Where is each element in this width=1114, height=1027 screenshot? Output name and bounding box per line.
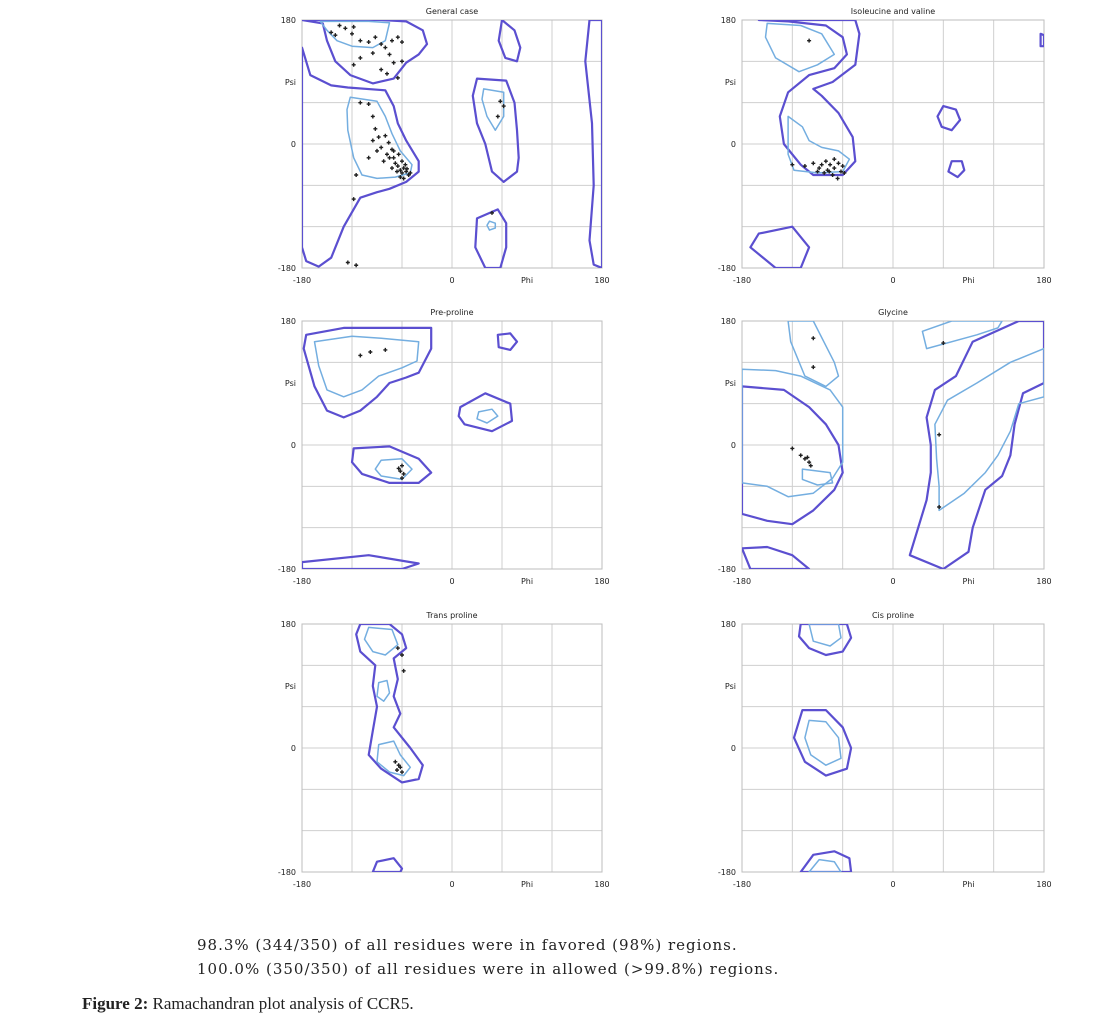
x-tick-label: Phi [962, 880, 975, 889]
y-tick-label: 180 [720, 16, 736, 25]
x-tick-label: 0 [449, 276, 455, 285]
residue-point [383, 348, 387, 352]
x-tick-label: 0 [449, 577, 455, 586]
y-tick-label: Psi [724, 379, 736, 388]
x-tick-label: 0 [890, 276, 896, 285]
favored-region-contour [766, 23, 835, 71]
residue-point [354, 263, 358, 267]
residue-point [358, 39, 362, 43]
residue-point [382, 159, 386, 163]
allowed-region-contour [302, 20, 427, 83]
x-tick-label: Phi [520, 276, 534, 285]
residue-point [379, 68, 383, 72]
residue-point [390, 39, 394, 43]
x-tick-label: 180 [1036, 577, 1052, 586]
y-tick-label: 180 [280, 317, 296, 326]
residue-point [367, 156, 371, 160]
y-tick-label: 180 [280, 16, 296, 25]
allowed-region-contour [799, 624, 851, 655]
allowed-region-contour [1041, 34, 1044, 46]
y-tick-label: 180 [720, 620, 736, 629]
y-tick-label: -180 [717, 868, 736, 877]
x-tick-label: 0 [890, 577, 896, 586]
favored-region-contour [375, 459, 412, 480]
residue-point [395, 768, 399, 772]
residue-point [385, 72, 389, 76]
residue-point [371, 51, 375, 55]
y-tick-label: Psi [284, 78, 296, 87]
favored-region-contour [788, 321, 838, 386]
panel-title: Pre-proline [430, 308, 474, 317]
allowed-region-contour [373, 858, 402, 872]
ramachandran-panel [278, 7, 610, 285]
allowed-region-contour [302, 555, 419, 569]
residue-point [807, 39, 811, 43]
residue-point [811, 365, 815, 369]
y-tick-label: -180 [717, 565, 736, 574]
residue-point [385, 152, 389, 156]
x-tick-label: -180 [732, 577, 752, 586]
y-tick-label: 180 [280, 620, 296, 629]
y-tick-label: Psi [724, 682, 736, 691]
y-tick-label: -180 [717, 264, 736, 273]
x-tick-label: -180 [292, 577, 312, 586]
residue-point [367, 40, 371, 44]
x-tick-label: 0 [890, 880, 896, 889]
residue-point [836, 161, 840, 165]
residue-point [937, 433, 941, 437]
favored-region-contour [802, 469, 832, 485]
x-tick-label: -180 [732, 880, 752, 889]
x-tick-label: 180 [594, 880, 610, 889]
residue-point [400, 159, 404, 163]
panel-title: Cis proline [871, 611, 915, 620]
residue-point [379, 145, 383, 149]
residue-point [403, 163, 407, 167]
residue-point [817, 166, 821, 170]
allowed-region-contour [498, 333, 517, 350]
ramachandran-panel [718, 308, 1052, 586]
residue-point [832, 157, 836, 161]
residue-point [832, 166, 836, 170]
residue-point [393, 760, 397, 764]
x-tick-label: Phi [520, 880, 534, 889]
residue-point [807, 460, 811, 464]
residue-point [400, 770, 404, 774]
x-tick-label: -180 [292, 276, 312, 285]
residue-point [836, 176, 840, 180]
residue-point [820, 163, 824, 167]
y-tick-label: Psi [284, 379, 296, 388]
residue-point [373, 127, 377, 131]
residue-point [811, 336, 815, 340]
y-tick-label: Psi [724, 78, 736, 87]
figure-caption-text: Ramachandran plot analysis of CCR5. [152, 994, 414, 1013]
residue-point [358, 101, 362, 105]
allowed-region-contour [938, 106, 961, 130]
ramachandran-panel [718, 611, 1052, 889]
allowed-region-contour [302, 48, 419, 267]
residue-point [368, 350, 372, 354]
panel-title: Trans proline [426, 611, 478, 620]
favored-region-contour [487, 221, 495, 230]
residue-point [400, 40, 404, 44]
x-tick-label: 180 [594, 577, 610, 586]
y-tick-label: 0 [730, 744, 736, 753]
residue-point [383, 134, 387, 138]
residue-point [396, 35, 400, 39]
contour-group [302, 328, 517, 569]
favored-region-contour [788, 116, 849, 172]
residue-point [338, 24, 342, 28]
y-tick-label: 0 [290, 441, 296, 450]
panel-title: General case [425, 7, 479, 16]
favored-region-contour [377, 681, 390, 702]
x-tick-label: 180 [1036, 276, 1052, 285]
y-tick-label: 180 [720, 317, 736, 326]
ramachandran-panel [718, 7, 1052, 285]
residue-point [811, 161, 815, 165]
residue-point [388, 52, 392, 56]
residue-point [937, 505, 941, 509]
favored-region-contour [809, 624, 841, 646]
residue-point [824, 159, 828, 163]
residue-point [790, 446, 794, 450]
residue-point [375, 149, 379, 153]
residue-point [388, 156, 392, 160]
residue-point [799, 453, 803, 457]
x-tick-label: 180 [594, 276, 610, 285]
residue-point [393, 161, 397, 165]
y-tick-label: 0 [730, 441, 736, 450]
favored-region-contour [477, 409, 498, 423]
residue-point [809, 464, 813, 468]
figure-caption [82, 994, 414, 1014]
favored-region-contour [482, 89, 504, 130]
residue-point [358, 56, 362, 60]
allowed-region-contour [356, 624, 423, 782]
residue-point [371, 139, 375, 143]
x-tick-label: -180 [732, 276, 752, 285]
y-tick-label: 0 [730, 140, 736, 149]
allowed-region-contour [742, 547, 809, 569]
residue-point [383, 46, 387, 50]
y-tick-label: -180 [277, 565, 296, 574]
x-tick-label: -180 [292, 880, 312, 889]
allowed-statistic: 100.0% (350/350) of all residues were in allowed (>99.8%) regions. [197, 960, 780, 978]
residue-point [828, 163, 832, 167]
x-tick-label: 180 [1036, 880, 1052, 889]
allowed-region-contour [459, 393, 512, 431]
x-tick-label: Phi [962, 276, 975, 285]
panel-title: Isoleucine and valine [850, 7, 936, 16]
residue-point [390, 166, 394, 170]
residue-point [343, 26, 347, 30]
favored-region-contour [315, 336, 419, 397]
allowed-region-contour [759, 20, 860, 175]
ramachandran-panel [278, 308, 610, 586]
allowed-region-contour [750, 227, 809, 268]
y-tick-label: -180 [277, 868, 296, 877]
residue-point [371, 114, 375, 118]
favored-statistic: 98.3% (344/350) of all residues were in favored (98%) regions. [197, 936, 738, 954]
residue-point [392, 156, 396, 160]
favored-region-contour [365, 627, 398, 655]
x-tick-label: Phi [962, 577, 975, 586]
y-tick-label: 0 [290, 140, 296, 149]
residue-point [496, 114, 500, 118]
favored-region-contour [320, 21, 389, 47]
residue-point [350, 32, 354, 36]
residue-point [397, 152, 401, 156]
residue-point [373, 35, 377, 39]
allowed-region-contour [801, 851, 851, 872]
allowed-region-contour [948, 161, 964, 177]
residue-point [400, 464, 404, 468]
favored-region-contour [809, 860, 841, 872]
y-tick-label: -180 [277, 264, 296, 273]
residue-point [358, 353, 362, 357]
y-tick-label: 0 [290, 744, 296, 753]
figure-caption-label: Figure 2: [82, 994, 149, 1013]
residue-point [396, 164, 400, 168]
x-tick-label: 0 [449, 880, 455, 889]
residue-point [354, 173, 358, 177]
residue-point [400, 59, 404, 63]
residue-point [841, 164, 845, 168]
y-tick-label: Psi [284, 682, 296, 691]
residue-point [831, 173, 835, 177]
ramachandran-panel [278, 611, 610, 889]
residue-point [377, 135, 381, 139]
favored-region-contour [805, 720, 841, 765]
x-tick-label: Phi [520, 577, 534, 586]
residue-point [346, 260, 350, 264]
panel-title: Glycine [878, 308, 908, 317]
